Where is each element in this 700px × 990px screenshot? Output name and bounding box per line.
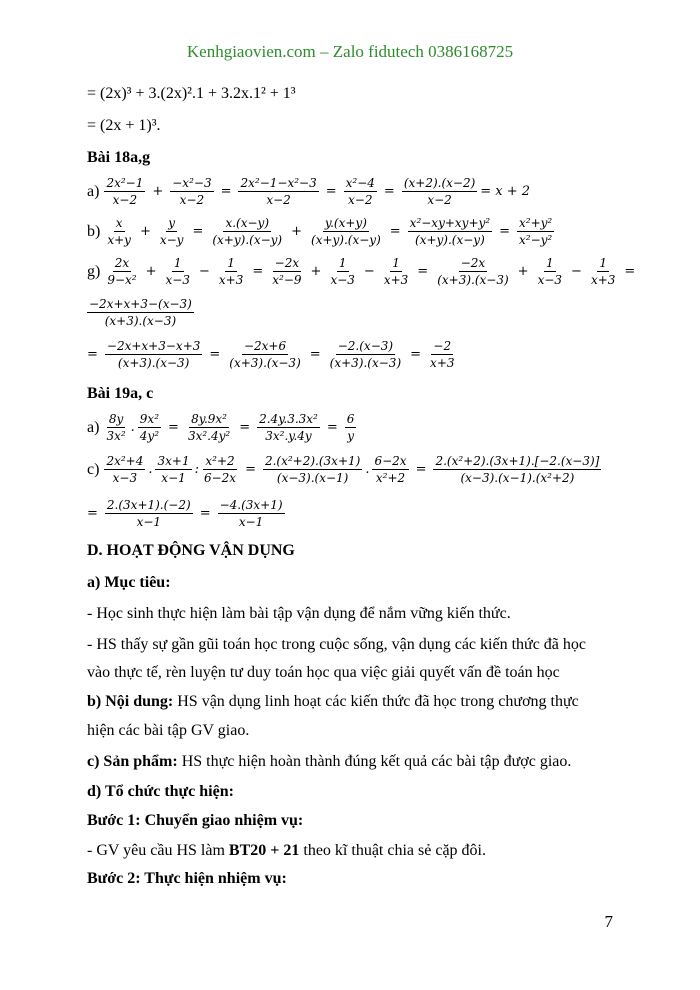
equation-19c-final: = $\frac{2.(3x+1).(-2)}{x-1}$ = $\frac{-4.(3x+1)}{x-1}$	[87, 498, 283, 529]
expansion-line: = (2x)³ + 3.(2x)².1 + 3.2x.1² + 1³	[87, 85, 296, 102]
header-contact: Zalo fidutech 0386168725	[332, 42, 514, 61]
equation-18g: g) $\frac{2x}{\text{9−x²}}$ + $\frac{1}{x-3}$ − $\frac{1}{x+3}$ = $\frac{-2x}{\text{x²−9}}$ + $\frac{1}{x-3}$ − $\frac{1}{x+3}$ = $\frac{-2x}{(x+3).(x-3)}$ + $\frac{1}{x-3}$ − $\frac{1}{x+3}$ =	[87, 256, 636, 287]
equation-19c: c) $\frac{\text{2x²+4}}{x-3}$ . $\frac{3x+1}{x-1}$ : $\frac{\text{x²+2}}{6-2x}$ = $\frac{\text{2.(x²+2).(3x+1)}}{(x-3).(x-1)}$ . $\frac{6-2x}{\text{x²+2}}$ = $\frac{\text{2.(x²+2).(3x+1).[−2.(x−3)]}}{\text{(x−3).(x−1).(x²+2)}}$	[87, 454, 600, 485]
step-1-line: - GV yêu cầu HS làm BT20 + 21 theo kĩ thuật chia sẻ cặp đôi.	[87, 842, 486, 859]
goal-line-3: vào thực tế, rèn luyện tư duy toán học qua việc giải quyết vấn đề toán học	[87, 664, 560, 681]
content-line-2: hiện các bài tập GV giao.	[87, 722, 250, 739]
goal-heading: a) Mục tiêu:	[87, 574, 171, 591]
goal-line-2: - HS thấy sự gần gũi toán học trong cuộc sống, vận dụng các kiến thức đã học	[87, 636, 586, 653]
section-title: D. HOẠT ĐỘNG VẬN DỤNG	[87, 542, 295, 559]
step-2-heading: Bước 2: Thực hiện nhiệm vụ:	[87, 870, 287, 887]
header-site: Kenhgiaovien.com	[186, 42, 316, 61]
page-number: 7	[604, 912, 613, 931]
equation-18b: b) $\frac{x}{x+y}$ + $\frac{y}{x-y}$ = $\frac{x.(x-y)}{(x+y).(x-y)}$ + $\frac{y.(x+y)}{(x+y).(x-y)}$ = $\frac{\text{x²−xy+xy+y²}}{(x+y).(x-y)}$ = $\frac{\text{x²+y²}}{\text{x²−y²}}$	[87, 216, 553, 247]
goal-line-1: - Học sinh thực hiện làm bài tập vận dụng để nắm vững kiến thức.	[87, 605, 511, 622]
result-line: = (2x + 1)³.	[87, 117, 161, 134]
equation-18a: a) $\frac{\text{2x²−1}}{x-2}$ + $\frac{\text{−x²−3}}{x-2}$ = $\frac{\text{2x²−1−x²−3}}{x-2}$ = $\frac{\text{x²−4}}{x-2}$ = $\frac{(x+2).(x-2)}{x-2}$ = x + 2	[87, 176, 531, 207]
organization-heading: d) Tổ chức thực hiện:	[87, 783, 234, 800]
exercise-19-heading: Bài 19a, c	[87, 385, 154, 402]
content-line-1: b) Nội dung: HS vận dụng linh hoạt các kiến thức đã học trong chương thực	[87, 693, 579, 710]
equation-18g-final: = $\frac{-2x+x+3-x+3}{(x+3).(x-3)}$ = $\frac{-2x+6}{(x+3).(x-3)}$ = $\frac{-2.(x-3)}{(x+3).(x-3)}$ = $\frac{-2}{x+3}$	[87, 339, 455, 370]
exercise-18-heading: Bài 18a,g	[87, 149, 151, 166]
step-1-heading: Bước 1: Chuyển giao nhiệm vụ:	[87, 812, 304, 829]
header-separator: –	[315, 42, 333, 61]
equation-18g-cont: $\frac{-2x+x+3-(x-3)}{(x+3).(x-3)}$	[89, 297, 192, 328]
equation-19a: a) $\frac{8y}{\text{3x²}}$ . $\frac{\text{9x²}}{\text{4y²}}$ = $\frac{\text{8y.9x²}}{\text{3x².4y²}}$ = $\frac{\text{2.4y.3.3x²}}{\text{3x².y.4y}}$ = $\frac{6}{y}$	[87, 412, 355, 443]
product-line: c) Sản phẩm: HS thực hiện hoàn thành đúng kết quả các bài tập được giao.	[87, 753, 572, 770]
page-header	[0, 42, 700, 62]
